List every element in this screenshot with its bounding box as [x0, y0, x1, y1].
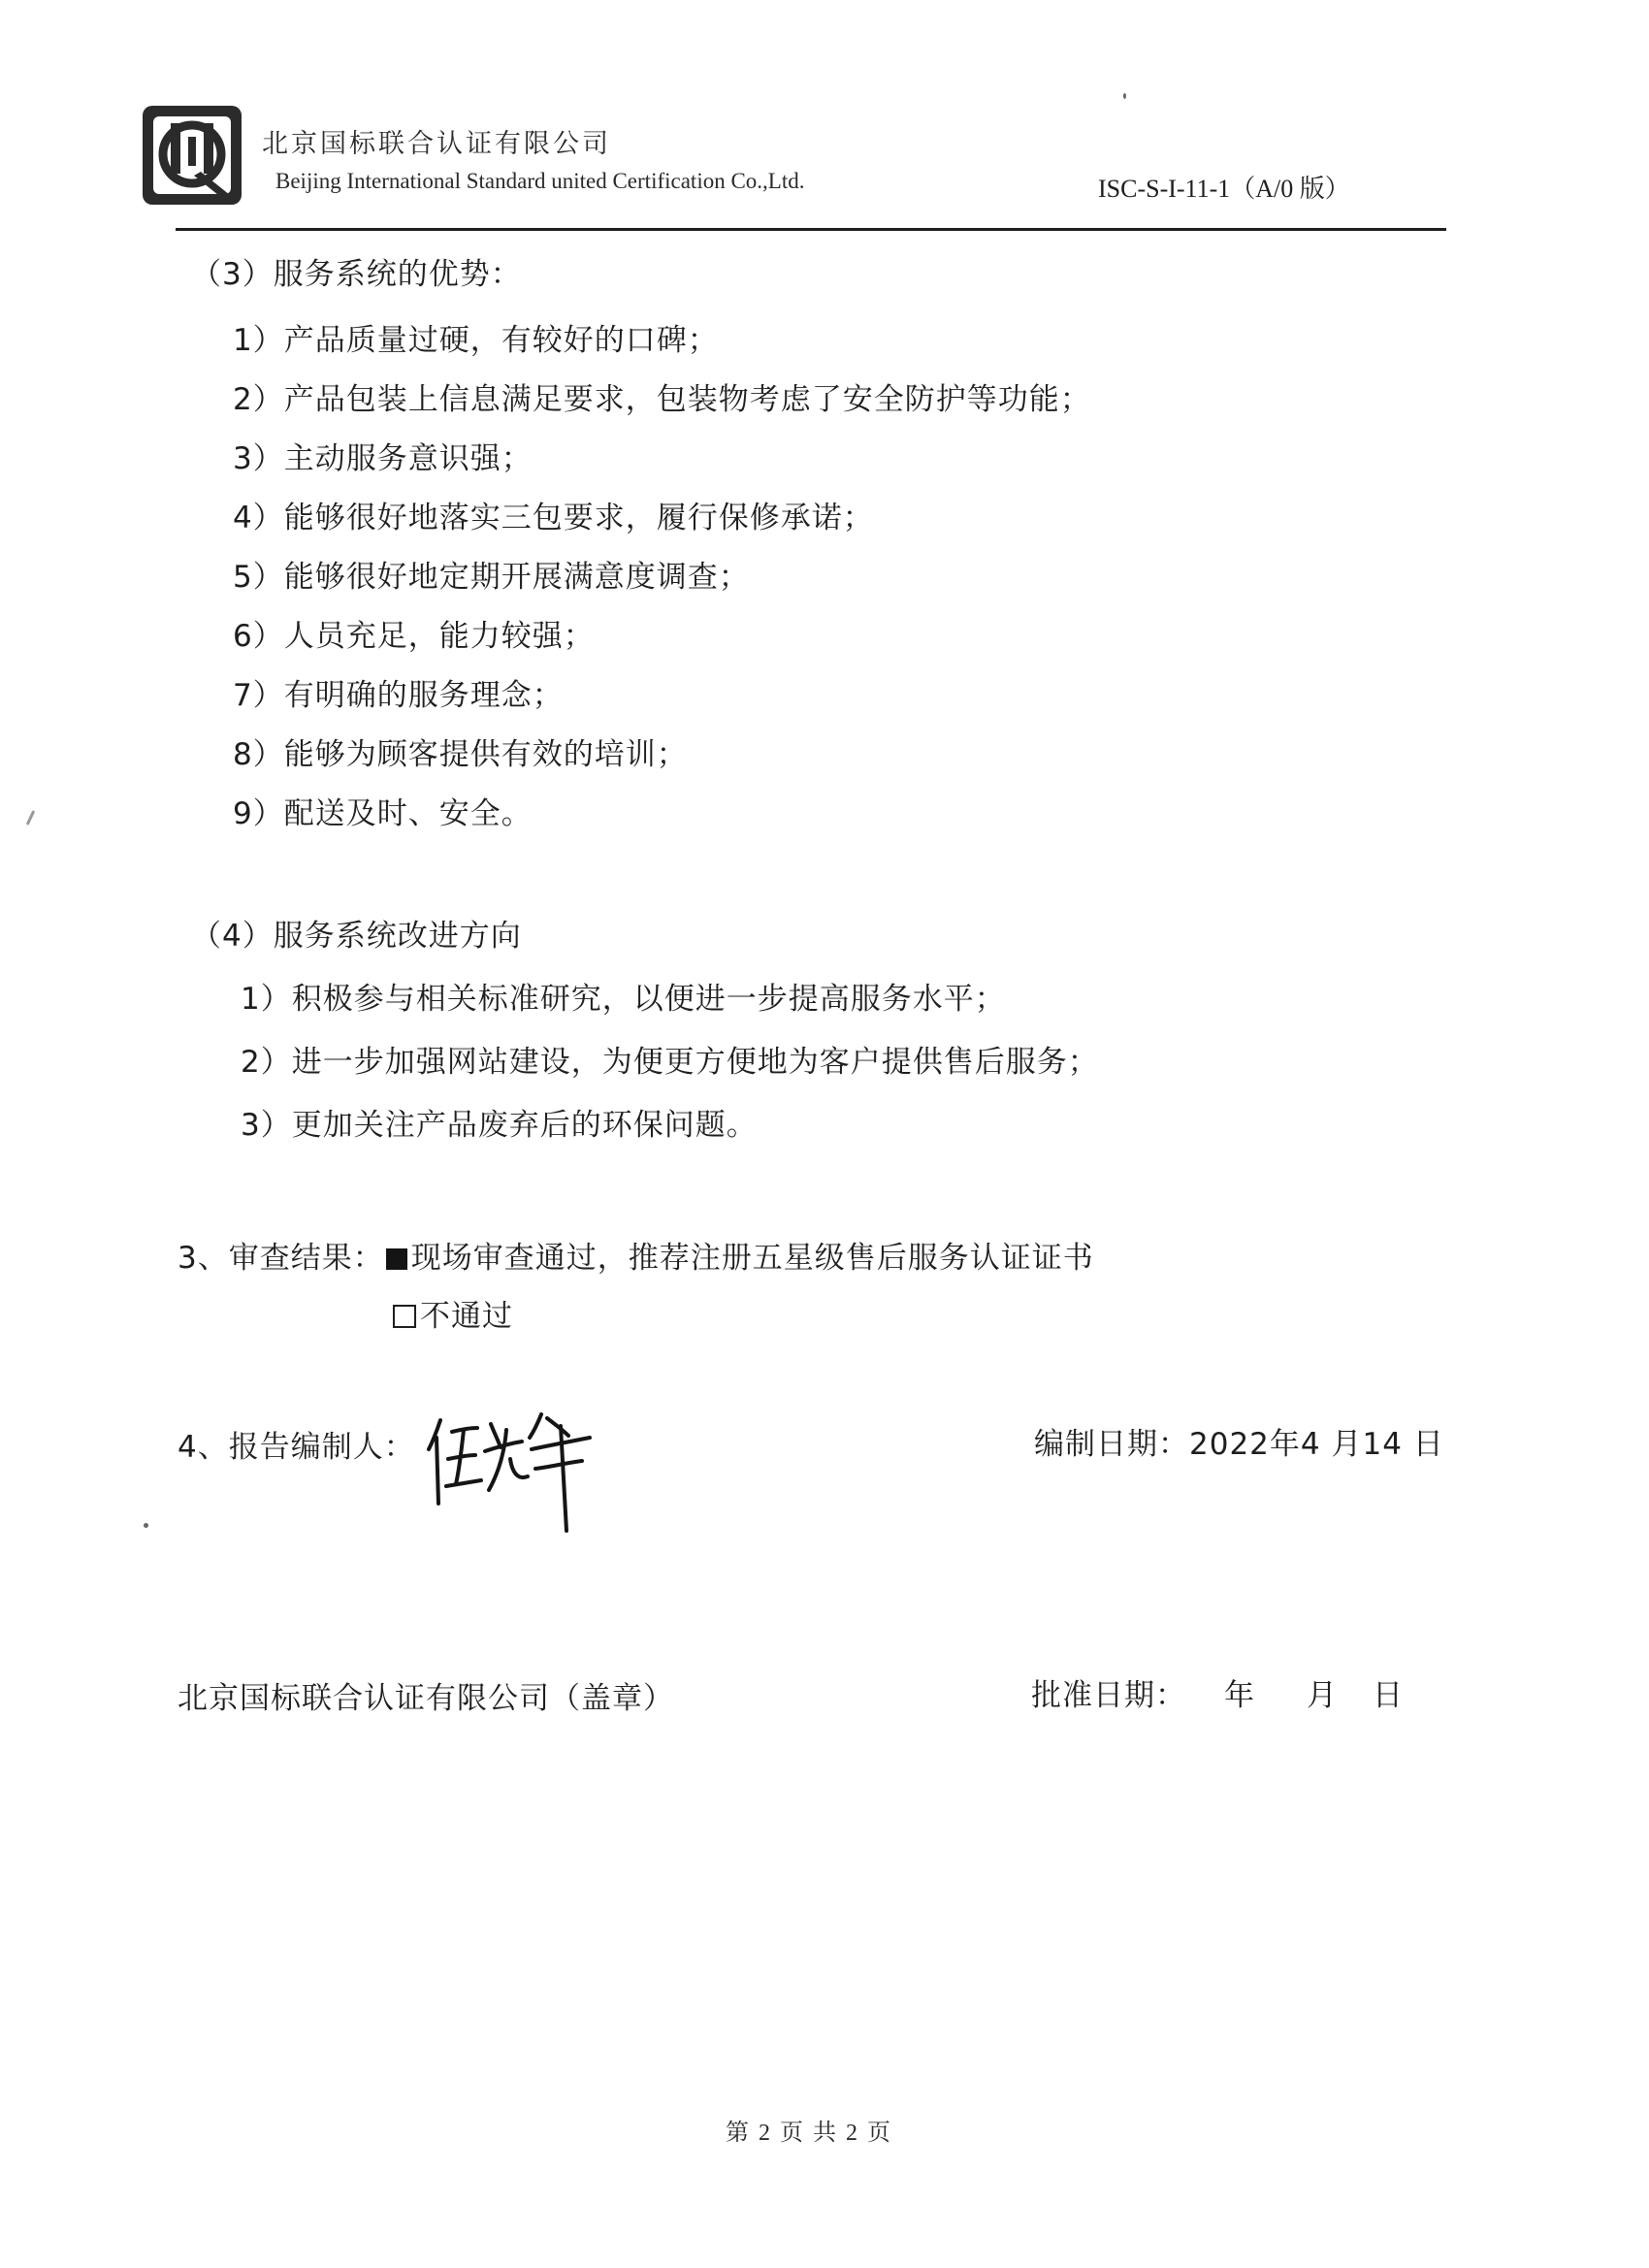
review-option-fail-row	[393, 1291, 513, 1335]
section3-item-2: 2）产品包装上信息满足要求，包装物考虑了安全防护等功能；	[233, 382, 1091, 417]
approval-month-label: 月	[1307, 1678, 1338, 1713]
section3-item-8: 8）能够为顾客提供有效的培训；	[233, 737, 688, 772]
scan-speck	[26, 810, 35, 826]
header-divider	[176, 228, 1446, 231]
approval-date-label: 批准日期：	[1031, 1678, 1186, 1713]
checkbox-unchecked-icon	[393, 1305, 416, 1328]
section3-heading: （3）服务系统的优势：	[191, 257, 522, 292]
handwritten-signature	[427, 1409, 597, 1533]
section4-heading: （4）服务系统改进方向	[191, 919, 522, 954]
review-option-pass: 现场审查通过，推荐注册五星级售后服务认证证书	[410, 1241, 1094, 1276]
company-name-en: Beijing International Standard united Certification Co.,Ltd.	[275, 169, 805, 193]
company-name-cn: 北京国标联合认证有限公司	[262, 129, 611, 159]
report-date: 编制日期：2022年4 月14 日	[1034, 1427, 1444, 1462]
section3-item-3: 3）主动服务意识强；	[233, 441, 533, 476]
section3-item-7: 7）有明确的服务理念；	[233, 678, 564, 713]
section3-item-4: 4）能够很好地落实三包要求，履行保修承诺；	[233, 501, 874, 535]
section4-item-3: 3）更加关注产品废弃后的环保问题。	[241, 1108, 758, 1143]
review-result-label: 3、审查结果：	[178, 1241, 384, 1276]
company-logo-icon	[141, 104, 243, 207]
review-option-fail: 不通过	[420, 1299, 513, 1334]
section3-item-6: 6）人员充足，能力较强；	[233, 619, 595, 654]
checkbox-checked-icon	[386, 1248, 407, 1270]
approval-day-label: 日	[1373, 1678, 1404, 1713]
scan-speck	[144, 1523, 148, 1528]
section3-item-5: 5）能够很好地定期开展满意度调查；	[233, 560, 750, 595]
document-code: ISC-S-I-11-1（A/0 版）	[1098, 175, 1350, 203]
report-author-label: 4、报告编制人：	[178, 1430, 415, 1465]
company-seal-label: 北京国标联合认证有限公司（盖章）	[178, 1681, 674, 1716]
page-number: 第 2 页 共 2 页	[726, 2121, 892, 2146]
review-result-row	[178, 1233, 1094, 1277]
section3-item-1: 1）产品质量过硬，有较好的口碑；	[233, 323, 719, 358]
scan-speck	[1123, 93, 1126, 99]
section3-item-9: 9）配送及时、安全。	[233, 796, 533, 831]
approval-year-label: 年	[1224, 1678, 1255, 1713]
section4-item-2: 2）进一步加强网站建设，为便更方便地为客户提供售后服务；	[241, 1045, 1099, 1080]
section4-item-1: 1）积极参与相关标准研究，以便进一步提高服务水平；	[241, 982, 1006, 1017]
